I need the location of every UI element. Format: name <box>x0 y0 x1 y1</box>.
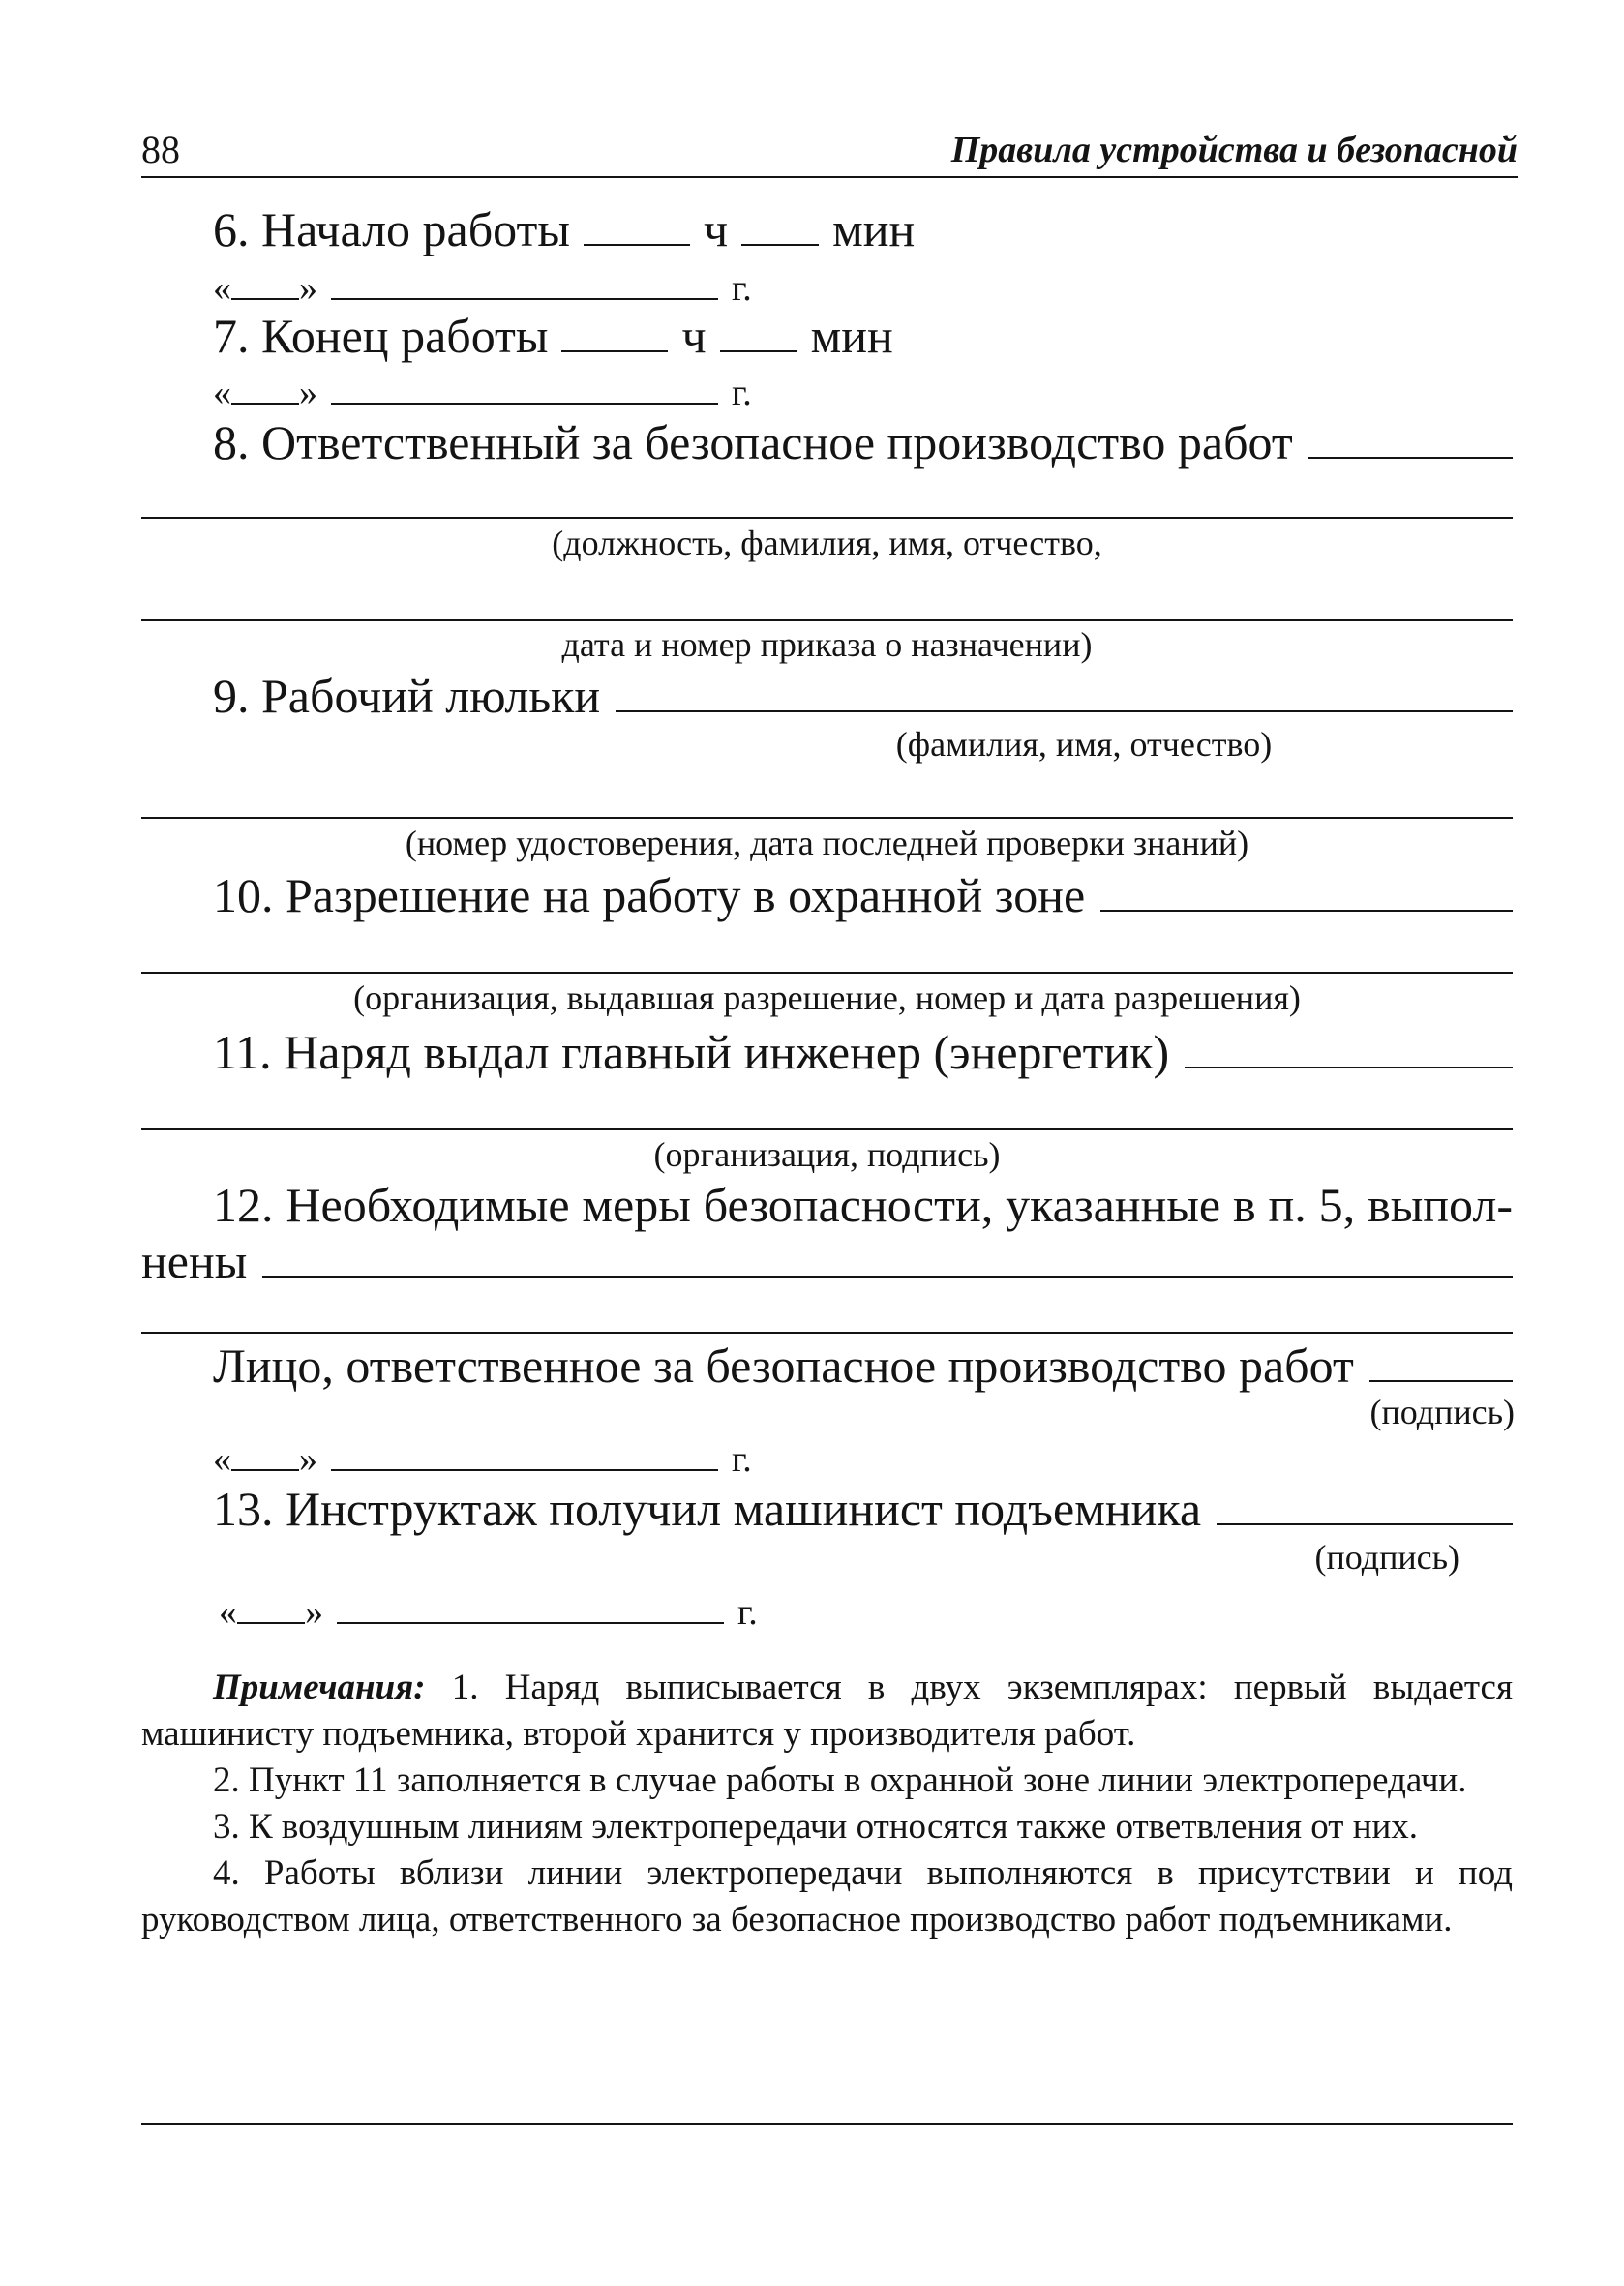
item-6-hours-unit: ч <box>703 202 729 256</box>
item-10-field[interactable] <box>1100 869 1513 913</box>
date-open-quote: « <box>213 1439 231 1481</box>
item-6-minutes-field[interactable] <box>741 203 819 247</box>
item-12-line[interactable] <box>141 1332 1513 1334</box>
item-13-month-year-field[interactable] <box>337 1591 724 1624</box>
responsible-day-field[interactable] <box>231 1438 299 1471</box>
date-year-suffix: г. <box>732 373 752 414</box>
notes-section <box>141 1665 1513 1943</box>
item-9-line[interactable] <box>141 817 1513 819</box>
item-6-hours-field[interactable] <box>584 203 690 247</box>
item-11-caption: (организация, подпись) <box>653 1135 1001 1174</box>
item-10-line[interactable] <box>141 972 1513 974</box>
item-8-row <box>213 414 1513 470</box>
item-9-caption-1: (фамилия, имя, отчество) <box>895 725 1273 764</box>
date-open-quote: « <box>219 1592 237 1634</box>
date-open-quote: « <box>213 373 231 414</box>
footer-rule <box>141 2123 1513 2125</box>
note-2-text: 2. Пункт 11 заполняется в случае работы в охранной зоне линии электропередачи. <box>213 1760 1467 1800</box>
header-rule <box>141 176 1518 178</box>
item-8-line-1[interactable] <box>141 517 1513 519</box>
item-13-signature-field[interactable] <box>1217 1483 1513 1526</box>
item-8-caption-1: (должность, фамилия, имя, отчество, <box>552 524 1102 562</box>
note-4 <box>141 1850 1513 1943</box>
item-8-line-2[interactable] <box>141 619 1513 621</box>
notes-label: Примечания: <box>213 1668 426 1707</box>
date-close-quote: » <box>299 1439 317 1481</box>
note-1-text: 1. Наряд выписывается в двух экземплярах: первый выдается машинисту подъемника, второй хранится у производителя работ. <box>141 1668 1513 1754</box>
item-10-label: 10. Разрешение на работу в охранной зоне <box>213 868 1086 922</box>
item-13-caption: (подпись) <box>1314 1538 1459 1577</box>
note-1 <box>141 1665 1513 1758</box>
item-9-field[interactable] <box>616 670 1513 713</box>
note-2 <box>141 1758 1513 1804</box>
item-7-month-year-field[interactable] <box>331 372 718 405</box>
responsible-caption: (подпись) <box>1369 1393 1515 1431</box>
responsible-month-year-field[interactable] <box>331 1438 718 1471</box>
item-7-date-row <box>213 372 752 414</box>
note-3 <box>141 1804 1513 1850</box>
item-9-caption-2: (номер удостоверения, дата последней проверки знаний) <box>405 824 1249 862</box>
item-7-hours-unit: ч <box>681 309 707 363</box>
item-11-field[interactable] <box>1185 1026 1513 1069</box>
item-13-row <box>213 1481 1513 1537</box>
item-10-row <box>213 867 1513 923</box>
item-6-row <box>213 201 1513 257</box>
item-12-row <box>141 1233 1513 1289</box>
item-13-label: 13. Инструктаж получил машинист подъемника <box>213 1482 1202 1536</box>
item-12-line-1: 12. Необходимые меры безопасности, указанные в п. 5, выпол- <box>213 1178 1513 1232</box>
item-8-label: 8. Ответственный за безопасное производство работ <box>213 415 1293 469</box>
item-11-row <box>213 1024 1513 1080</box>
item-10-caption: (организация, выдавшая разрешение, номер и дата разрешения) <box>353 978 1301 1017</box>
date-year-suffix: г. <box>737 1592 758 1634</box>
date-close-quote: » <box>305 1592 323 1634</box>
date-open-quote: « <box>213 268 231 310</box>
item-6-month-year-field[interactable] <box>331 267 718 300</box>
item-7-minutes-unit: мин <box>810 309 893 363</box>
responsible-date-row <box>213 1438 752 1481</box>
item-7-hours-field[interactable] <box>561 310 668 353</box>
item-12-field[interactable] <box>262 1235 1513 1278</box>
note-3-text: 3. К воздушным линиям электропередачи относятся также ответвления от них. <box>213 1807 1419 1847</box>
item-7-row <box>213 308 1513 364</box>
item-9-row <box>213 668 1513 724</box>
responsible-label: Лицо, ответственное за безопасное производство работ <box>213 1339 1354 1393</box>
item-8-field[interactable] <box>1308 416 1513 460</box>
item-7-label: 7. Конец работы <box>213 309 549 363</box>
item-7-day-field[interactable] <box>231 372 299 405</box>
item-11-line[interactable] <box>141 1128 1513 1130</box>
date-close-quote: » <box>299 373 317 414</box>
date-close-quote: » <box>299 268 317 310</box>
item-13-date-row <box>219 1591 758 1634</box>
item-6-day-field[interactable] <box>231 267 299 300</box>
item-8-caption-2: дата и номер приказа о назначении) <box>561 625 1093 664</box>
note-4-text: 4. Работы вблизи линии электропередачи выполняются в присутствии и под руководством лица, ответственного за безопасное производство работ подъемниками. <box>141 1853 1513 1940</box>
item-12-line-2: нены <box>141 1234 248 1288</box>
responsible-row <box>213 1338 1513 1394</box>
item-6-minutes-unit: мин <box>832 202 916 256</box>
item-13-day-field[interactable] <box>237 1591 305 1624</box>
item-6-date-row <box>213 267 752 310</box>
responsible-signature-field[interactable] <box>1369 1339 1513 1383</box>
page-number: 88 <box>141 128 180 171</box>
item-7-minutes-field[interactable] <box>720 310 797 353</box>
date-year-suffix: г. <box>732 268 752 310</box>
item-9-label: 9. Рабочий люльки <box>213 669 601 723</box>
date-year-suffix: г. <box>732 1439 752 1481</box>
item-6-label: 6. Начало работы <box>213 202 570 256</box>
running-title: Правила устройства и безопасной <box>950 130 1518 170</box>
item-11-label: 11. Наряд выдал главный инженер (энергетик) <box>213 1025 1170 1079</box>
